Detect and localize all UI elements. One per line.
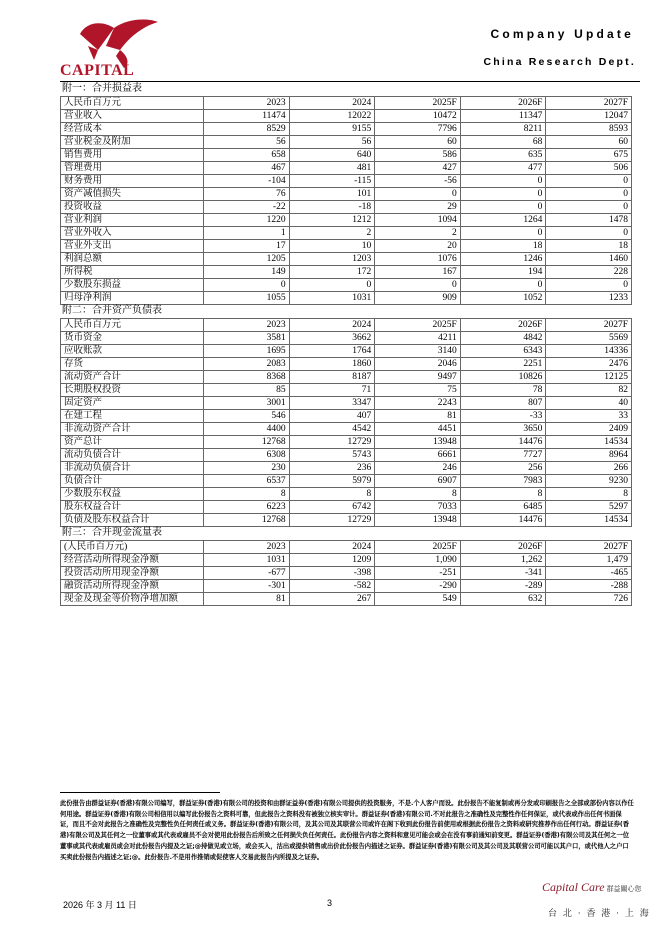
table-cell: -677: [204, 567, 290, 580]
table-cell: 8593: [546, 123, 632, 136]
table-cell: 71: [289, 384, 375, 397]
table-cell: 3140: [375, 345, 461, 358]
table-cell: 14336: [546, 345, 632, 358]
row-label: 归母净利润: [61, 292, 204, 305]
table-cell: -301: [204, 580, 290, 593]
table-cell: 12729: [289, 436, 375, 449]
table-cell: 658: [204, 149, 290, 162]
table-row: [61, 488, 632, 501]
table-cell: 40: [546, 397, 632, 410]
row-label: 销售费用: [61, 149, 204, 162]
table-cell: 0: [460, 201, 546, 214]
table-header-row: [61, 97, 632, 110]
table-cell: 10826: [460, 371, 546, 384]
row-label: 营业外支出: [61, 240, 204, 253]
table-cell: 14476: [460, 436, 546, 449]
table-cell: 6223: [204, 501, 290, 514]
table-cell: 33: [546, 410, 632, 423]
table-cell: 427: [375, 162, 461, 175]
table-cell: 75: [375, 384, 461, 397]
table-cell: 56: [204, 136, 290, 149]
table-cell: 6661: [375, 449, 461, 462]
header-divider: [60, 81, 640, 82]
table-cell: 4400: [204, 423, 290, 436]
table-cell: 12022: [289, 110, 375, 123]
department-subtitle: China Research Dept.: [483, 56, 636, 68]
table-cell: 1246: [460, 253, 546, 266]
table-cell: 56: [289, 136, 375, 149]
row-label: 非流动资产合计: [61, 423, 204, 436]
row-label: 固定资产: [61, 397, 204, 410]
table-cell: -398: [289, 567, 375, 580]
column-header: 2025F: [375, 541, 461, 554]
row-label: 融资活动所得现金净额: [61, 580, 204, 593]
row-label: 投资活动所用现金净额: [61, 567, 204, 580]
table-cell: 1094: [375, 214, 461, 227]
table-cell: 266: [546, 462, 632, 475]
row-label: 投资收益: [61, 201, 204, 214]
column-header: 2025F: [375, 319, 461, 332]
table-row: [61, 371, 632, 384]
page-number: 3: [327, 898, 333, 908]
table-header-row: [61, 541, 632, 554]
table-row: [61, 397, 632, 410]
table-cell: 167: [375, 266, 461, 279]
table-cell: 12125: [546, 371, 632, 384]
table-cell: 194: [460, 266, 546, 279]
table-row: [61, 149, 632, 162]
table-cell: 10: [289, 240, 375, 253]
table-cell: 0: [546, 227, 632, 240]
column-header: 2026F: [460, 319, 546, 332]
table-row: [61, 436, 632, 449]
table-cell: 640: [289, 149, 375, 162]
table-cell: 81: [204, 593, 290, 606]
table-cell: 18: [460, 240, 546, 253]
table-cell: 8368: [204, 371, 290, 384]
table-cell: 726: [546, 593, 632, 606]
table-cell: 0: [546, 279, 632, 292]
table-cell: 0: [204, 279, 290, 292]
column-header: 2024: [289, 97, 375, 110]
table-row: [61, 279, 632, 292]
table-cell: 101: [289, 188, 375, 201]
table-cell: 6907: [375, 475, 461, 488]
table-cell: 546: [204, 410, 290, 423]
column-header: 2027F: [546, 319, 632, 332]
column-header: 2026F: [460, 97, 546, 110]
logo-text: CAPITAL: [60, 62, 135, 79]
table-row: [61, 332, 632, 345]
table-cell: 1764: [289, 345, 375, 358]
table-cell: 228: [546, 266, 632, 279]
table-row: [61, 593, 632, 606]
table-cell: 9230: [546, 475, 632, 488]
table-cell: 0: [375, 188, 461, 201]
table-cell: 909: [375, 292, 461, 305]
table-title: 附二：合并资产负债表: [62, 305, 162, 316]
table-cell: -56: [375, 175, 461, 188]
row-label: 营业税金及附加: [61, 136, 204, 149]
table-cell: 0: [289, 279, 375, 292]
table-cell: -251: [375, 567, 461, 580]
table-cell: 60: [375, 136, 461, 149]
row-label: 负债合计: [61, 475, 204, 488]
table-cell: 0: [546, 201, 632, 214]
table-cell: 13948: [375, 436, 461, 449]
table-row: [61, 292, 632, 305]
table-cell: 0: [460, 227, 546, 240]
table-cell: 0: [546, 175, 632, 188]
financial-tables: [60, 83, 633, 606]
row-label: 利润总额: [61, 253, 204, 266]
table-cell: 481: [289, 162, 375, 175]
table-row: [61, 227, 632, 240]
table-cell: 1220: [204, 214, 290, 227]
column-header: 人民币百万元: [61, 319, 204, 332]
table-cell: 4542: [289, 423, 375, 436]
table-cell: 2083: [204, 358, 290, 371]
table-row: [61, 475, 632, 488]
table-cell: 1205: [204, 253, 290, 266]
table-cell: 10472: [375, 110, 461, 123]
table-row: [61, 266, 632, 279]
table-cell: -18: [289, 201, 375, 214]
table-cell: -115: [289, 175, 375, 188]
table-cell: 807: [460, 397, 546, 410]
row-label: 经营成本: [61, 123, 204, 136]
column-header: 2027F: [546, 541, 632, 554]
table-cell: 12729: [289, 514, 375, 527]
table-cell: 1203: [289, 253, 375, 266]
table-cell: 2476: [546, 358, 632, 371]
table-cell: -289: [460, 580, 546, 593]
table-cell: 11347: [460, 110, 546, 123]
row-label: 少数股东损益: [61, 279, 204, 292]
table-cell: -341: [460, 567, 546, 580]
column-header: 2026F: [460, 541, 546, 554]
table-cell: 1,090: [375, 554, 461, 567]
table-cell: 5569: [546, 332, 632, 345]
table-cell: 81: [375, 410, 461, 423]
row-label: 存货: [61, 358, 204, 371]
table-row: [61, 162, 632, 175]
table-cell: 2: [289, 227, 375, 240]
row-label: 现金及现金等价物净增加额: [61, 593, 204, 606]
table-cell: 5297: [546, 501, 632, 514]
table-cell: -22: [204, 201, 290, 214]
table-cell: 6537: [204, 475, 290, 488]
table-cell: 1212: [289, 214, 375, 227]
table-cell: 20: [375, 240, 461, 253]
table-cell: 467: [204, 162, 290, 175]
table-cell: 3650: [460, 423, 546, 436]
table-cell: 1031: [204, 554, 290, 567]
table-cell: 0: [460, 279, 546, 292]
table-cell: 172: [289, 266, 375, 279]
table-cell: 14534: [546, 436, 632, 449]
table-cell: 8: [546, 488, 632, 501]
table-cell: 8: [375, 488, 461, 501]
table-row: [61, 240, 632, 253]
table-row: [61, 567, 632, 580]
table-cell: 675: [546, 149, 632, 162]
table-row: [61, 188, 632, 201]
table-cell: 29: [375, 201, 461, 214]
row-label: 资产减值损失: [61, 188, 204, 201]
table-cell: 8: [460, 488, 546, 501]
table-cell: 5743: [289, 449, 375, 462]
table-cell: 9155: [289, 123, 375, 136]
table-cell: 2251: [460, 358, 546, 371]
row-label: 财务费用: [61, 175, 204, 188]
table-cell: 60: [546, 136, 632, 149]
table-row: [61, 580, 632, 593]
report-date: 2026 年 3 月 11 日: [63, 900, 137, 910]
row-label: 所得税: [61, 266, 204, 279]
financial-table: [60, 318, 632, 527]
table-row: [61, 554, 632, 567]
table-cell: 2409: [546, 423, 632, 436]
table-row: [61, 345, 632, 358]
capital-care-logo: [542, 880, 642, 895]
table-row: [61, 449, 632, 462]
row-label: 股东权益合计: [61, 501, 204, 514]
table-cell: 5979: [289, 475, 375, 488]
row-label: 营业收入: [61, 110, 204, 123]
table-cell: 12047: [546, 110, 632, 123]
row-label: 管理费用: [61, 162, 204, 175]
table-cell: 0: [460, 188, 546, 201]
table-cell: 14476: [460, 514, 546, 527]
table-cell: 2046: [375, 358, 461, 371]
report-type-title: Company Update: [490, 27, 634, 41]
table-cell: 7983: [460, 475, 546, 488]
table-cell: 78: [460, 384, 546, 397]
column-header: 2024: [289, 541, 375, 554]
table-row: [61, 201, 632, 214]
row-label: 货币资金: [61, 332, 204, 345]
table-row: [61, 384, 632, 397]
table-row: [61, 123, 632, 136]
table-cell: 586: [375, 149, 461, 162]
table-cell: 236: [289, 462, 375, 475]
table-cell: 3001: [204, 397, 290, 410]
table-cell: 2243: [375, 397, 461, 410]
table-cell: 3347: [289, 397, 375, 410]
row-label: 流动资产合计: [61, 371, 204, 384]
table-cell: 4451: [375, 423, 461, 436]
column-header: 2027F: [546, 97, 632, 110]
row-label: 资产总计: [61, 436, 204, 449]
table-cell: 9497: [375, 371, 461, 384]
table-row: [61, 501, 632, 514]
table-cell: 8: [204, 488, 290, 501]
table-row: [61, 214, 632, 227]
brand-name: Capital Care: [542, 880, 605, 894]
table-cell: 0: [546, 188, 632, 201]
row-label: 营业外收入: [61, 227, 204, 240]
table-cell: 6742: [289, 501, 375, 514]
table-cell: 8: [289, 488, 375, 501]
office-cities: 台 北 · 香 港 · 上 海: [548, 909, 651, 919]
table-cell: 1460: [546, 253, 632, 266]
table-title: 附三：合并现金流量表: [62, 527, 162, 538]
table-cell: 2: [375, 227, 461, 240]
column-header: 人民币百万元: [61, 97, 204, 110]
column-header: 2024: [289, 319, 375, 332]
table-title: 附一：合并损益表: [62, 83, 142, 94]
table-cell: 0: [460, 175, 546, 188]
row-label: 长期股权投资: [61, 384, 204, 397]
table-row: [61, 410, 632, 423]
table-cell: 1478: [546, 214, 632, 227]
table-cell: 1264: [460, 214, 546, 227]
table-cell: 1076: [375, 253, 461, 266]
row-label: 营业利润: [61, 214, 204, 227]
table-cell: -582: [289, 580, 375, 593]
table-cell: 76: [204, 188, 290, 201]
table-cell: 7033: [375, 501, 461, 514]
table-cell: 82: [546, 384, 632, 397]
table-row: [61, 462, 632, 475]
table-cell: 11474: [204, 110, 290, 123]
table-cell: 632: [460, 593, 546, 606]
table-row: [61, 514, 632, 527]
table-cell: 267: [289, 593, 375, 606]
table-cell: 1209: [289, 554, 375, 567]
table-cell: 407: [289, 410, 375, 423]
table-cell: 1055: [204, 292, 290, 305]
row-label: 流动负债合计: [61, 449, 204, 462]
table-cell: 68: [460, 136, 546, 149]
row-label: 经营活动所得现金净额: [61, 554, 204, 567]
table-cell: 230: [204, 462, 290, 475]
table-cell: -33: [460, 410, 546, 423]
table-cell: 8211: [460, 123, 546, 136]
column-header: 2023: [204, 541, 290, 554]
table-cell: 549: [375, 593, 461, 606]
table-cell: 14534: [546, 514, 632, 527]
disclaimer-text: 此份报告由群益证券(香港)有限公司编写，群益证券(香港)有限公司的投资和由群证益券(香港)有限公司提供的投资服务，不是.个人客户而设。此份报告不能复制或再分发或印刷报告之全部或部份内容以作任何用途。群益证券(香港)有限公司相信用以编写此份报告之资料可靠，但此报告之资料没有被独立核实审计。群益证券(香港)有限公司.不对此报告之准确性及完整性作任何保证，或代表或作出任何书面保证，而且不会对此报告之准确性及完整性负任何责任或义务。群益证券(香港)有限公司，及其公司及其联营公司或许在阁下收到此份报告前使用或根据此份报告之资料或研究推荐作出任何行动。群益证券(香港)有限公司及其任何之一位董事或其代表或雇员不会对使用此份报告后所致之任何损失负任何责任。此份报告内容之资料和意见可能会或会在没有事前通知前变更。群益证券(香港)有限公司及其任何之一位董事或其代表或雇员或会对此份报告内提及之证;@持做见或立场，或会买入，沽出或提供销售或出价此份报告内描述之证券。群益证券(香港)有限公司及其公司及其联营公司可能以其户口，或代他人之户口买卖此份报告内描述之证;@。此份报告.不是用作推销或促使客人交易此报告内所提及之证券。: [60, 800, 634, 861]
table-cell: 4842: [460, 332, 546, 345]
financial-table: [60, 540, 632, 606]
footnote-divider: [60, 792, 220, 793]
table-row: [61, 423, 632, 436]
table-cell: 1,262: [460, 554, 546, 567]
table-cell: 85: [204, 384, 290, 397]
row-label: 少数股东权益: [61, 488, 204, 501]
table-row: [61, 136, 632, 149]
table-cell: 1,479: [546, 554, 632, 567]
row-label: 在建工程: [61, 410, 204, 423]
table-cell: 8964: [546, 449, 632, 462]
row-label: 负债及股东权益合计: [61, 514, 204, 527]
table-cell: 4211: [375, 332, 461, 345]
table-cell: 3662: [289, 332, 375, 345]
column-header: (人民币百万元): [61, 541, 204, 554]
table-cell: 3581: [204, 332, 290, 345]
table-row: [61, 175, 632, 188]
table-cell: -290: [375, 580, 461, 593]
table-cell: 477: [460, 162, 546, 175]
table-cell: 12768: [204, 514, 290, 527]
table-cell: 1: [204, 227, 290, 240]
table-cell: 6308: [204, 449, 290, 462]
table-row: [61, 358, 632, 371]
table-cell: -465: [546, 567, 632, 580]
table-cell: -288: [546, 580, 632, 593]
table-cell: 0: [375, 279, 461, 292]
table-cell: 1233: [546, 292, 632, 305]
table-cell: 12768: [204, 436, 290, 449]
column-header: 2023: [204, 319, 290, 332]
table-cell: 17: [204, 240, 290, 253]
brand-cn: 群益關心您: [606, 885, 642, 893]
table-cell: 7727: [460, 449, 546, 462]
row-label: 应收账款: [61, 345, 204, 358]
table-cell: 8529: [204, 123, 290, 136]
column-header: 2023: [204, 97, 290, 110]
table-cell: 246: [375, 462, 461, 475]
table-cell: 6343: [460, 345, 546, 358]
financial-table: [60, 96, 632, 305]
table-cell: 506: [546, 162, 632, 175]
table-cell: -104: [204, 175, 290, 188]
table-cell: 13948: [375, 514, 461, 527]
table-cell: 1031: [289, 292, 375, 305]
table-cell: 635: [460, 149, 546, 162]
table-cell: 6485: [460, 501, 546, 514]
table-cell: 149: [204, 266, 290, 279]
table-row: [61, 110, 632, 123]
table-cell: 1860: [289, 358, 375, 371]
table-cell: 256: [460, 462, 546, 475]
row-label: 非流动负债合计: [61, 462, 204, 475]
table-cell: 1695: [204, 345, 290, 358]
table-header-row: [61, 319, 632, 332]
table-cell: 7796: [375, 123, 461, 136]
table-row: [61, 253, 632, 266]
column-header: 2025F: [375, 97, 461, 110]
table-cell: 1052: [460, 292, 546, 305]
table-cell: 18: [546, 240, 632, 253]
table-cell: 8187: [289, 371, 375, 384]
